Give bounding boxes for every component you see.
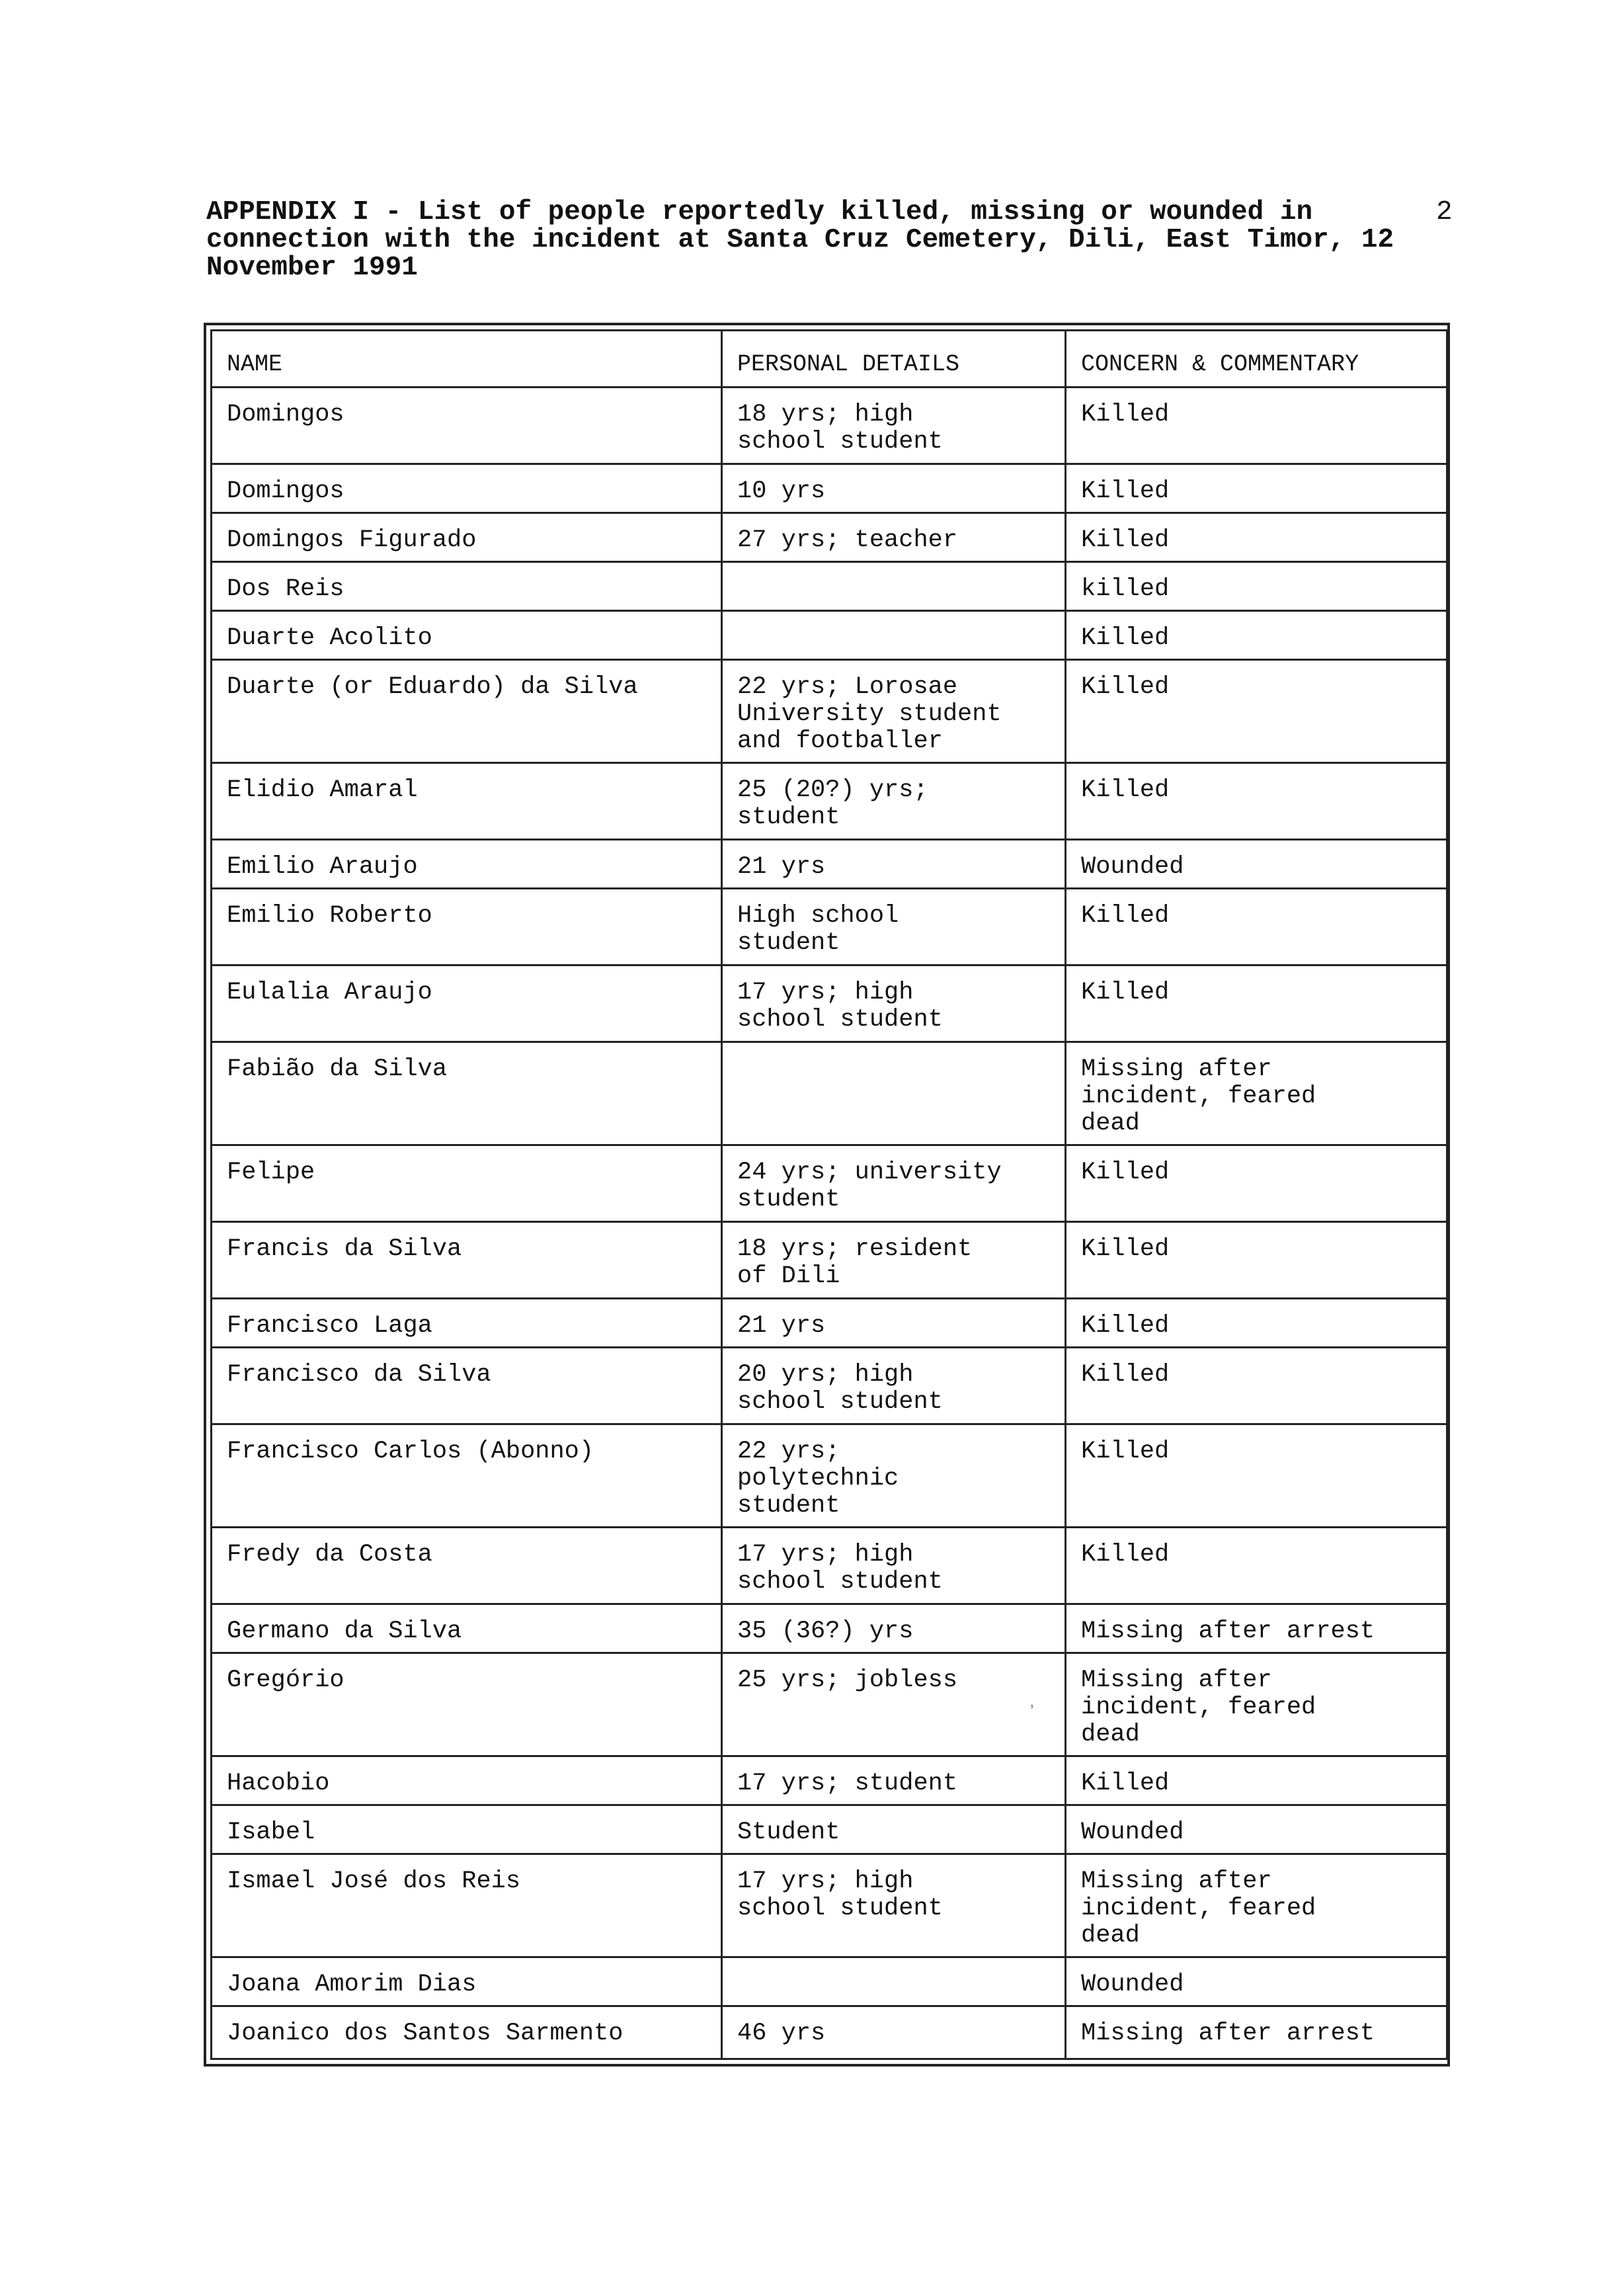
cell-personal-details: 17 yrs; high school student: [722, 1528, 1066, 1604]
table-row: [212, 1805, 1447, 1854]
cell-concern: Killed: [1066, 464, 1447, 513]
cell-name: Francisco Carlos (Abonno): [212, 1424, 722, 1528]
cell-personal-details: 22 yrs; polytechnic student: [722, 1424, 1066, 1528]
cell-concern: Killed: [1066, 1424, 1447, 1528]
cell-concern: Missing after arrest: [1066, 1604, 1447, 1653]
table-row: [212, 1424, 1447, 1528]
cell-concern: Killed: [1066, 660, 1447, 763]
cell-name: Emilio Roberto: [212, 889, 722, 965]
column-header-concern-commentary: CONCERN & COMMENTARY: [1066, 331, 1447, 388]
page-title: APPENDIX I - List of people reportedly killed, missing or wounded in connection with the incident at Santa Cruz Cemetery, Dili, East Timor, 12 November 1991: [206, 197, 1394, 283]
table-row: [212, 611, 1447, 660]
cell-personal-details: 21 yrs: [722, 1299, 1066, 1348]
cell-concern: Missing after incident, feared dead: [1066, 1653, 1447, 1756]
table-row: [212, 1222, 1447, 1299]
cell-concern: Killed: [1066, 763, 1447, 840]
cell-concern: Wounded: [1066, 1957, 1447, 2006]
cell-personal-details: 25 yrs; jobless: [722, 1653, 1066, 1756]
casualty-table-frame: [204, 323, 1450, 2067]
table-row: [212, 562, 1447, 611]
cell-concern: Wounded: [1066, 1805, 1447, 1854]
cell-concern: Killed: [1066, 1528, 1447, 1604]
cell-name: Domingos Figurado: [212, 513, 722, 562]
cell-personal-details: 21 yrs: [722, 840, 1066, 889]
cell-concern: Killed: [1066, 1299, 1447, 1348]
table-row: [212, 1854, 1447, 1957]
cell-name: Eulalia Araujo: [212, 965, 722, 1042]
cell-concern: Killed: [1066, 611, 1447, 660]
cell-name: Joana Amorim Dias: [212, 1957, 722, 2006]
table-row: [212, 1299, 1447, 1348]
cell-personal-details: [722, 611, 1066, 660]
cell-personal-details: [722, 1042, 1066, 1145]
cell-concern: killed: [1066, 562, 1447, 611]
cell-concern: Killed: [1066, 513, 1447, 562]
cell-personal-details: 25 (20?) yrs; student: [722, 763, 1066, 840]
cell-name: Duarte (or Eduardo) da Silva: [212, 660, 722, 763]
column-header-personal-details: PERSONAL DETAILS: [722, 331, 1066, 388]
table-header-row: [212, 331, 1447, 388]
table-row: [212, 1756, 1447, 1805]
table-body: [212, 388, 1447, 2059]
table-row: [212, 1653, 1447, 1756]
cell-personal-details: [722, 1957, 1066, 2006]
cell-name: Elidio Amaral: [212, 763, 722, 840]
table-row: [212, 965, 1447, 1042]
cell-personal-details: 35 (36?) yrs: [722, 1604, 1066, 1653]
scan-mark: ʼ: [1027, 1703, 1037, 1723]
table-row: [212, 1145, 1447, 1222]
table-row: [212, 513, 1447, 562]
table-row: [212, 2006, 1447, 2059]
cell-name: Felipe: [212, 1145, 722, 1222]
cell-concern: Missing after arrest: [1066, 2006, 1447, 2059]
casualty-table: [210, 329, 1448, 2060]
table-row: [212, 1042, 1447, 1145]
cell-personal-details: Student: [722, 1805, 1066, 1854]
cell-personal-details: 10 yrs: [722, 464, 1066, 513]
table-row: [212, 840, 1447, 889]
cell-concern: Killed: [1066, 965, 1447, 1042]
cell-personal-details: 24 yrs; university student: [722, 1145, 1066, 1222]
cell-name: Emilio Araujo: [212, 840, 722, 889]
cell-name: Fredy da Costa: [212, 1528, 722, 1604]
cell-concern: Killed: [1066, 1756, 1447, 1805]
cell-name: Francis da Silva: [212, 1222, 722, 1299]
table-row: [212, 464, 1447, 513]
cell-concern: Missing after incident, feared dead: [1066, 1854, 1447, 1957]
cell-personal-details: 17 yrs; high school student: [722, 965, 1066, 1042]
cell-name: Duarte Acolito: [212, 611, 722, 660]
cell-personal-details: 18 yrs; high school student: [722, 388, 1066, 464]
page-number: 2: [1436, 197, 1453, 227]
cell-concern: Wounded: [1066, 840, 1447, 889]
cell-concern: Killed: [1066, 388, 1447, 464]
cell-name: Francisco da Silva: [212, 1348, 722, 1424]
cell-personal-details: [722, 562, 1066, 611]
table-row: [212, 388, 1447, 464]
cell-name: Hacobio: [212, 1756, 722, 1805]
cell-name: Fabião da Silva: [212, 1042, 722, 1145]
cell-name: Dos Reis: [212, 562, 722, 611]
cell-concern: Missing after incident, feared dead: [1066, 1042, 1447, 1145]
cell-name: Isabel: [212, 1805, 722, 1854]
cell-name: Joanico dos Santos Sarmento: [212, 2006, 722, 2059]
cell-personal-details: High school student: [722, 889, 1066, 965]
cell-concern: Killed: [1066, 1348, 1447, 1424]
cell-concern: Killed: [1066, 889, 1447, 965]
table-row: [212, 660, 1447, 763]
cell-personal-details: 17 yrs; high school student: [722, 1854, 1066, 1957]
table-row: [212, 1604, 1447, 1653]
cell-name: Domingos: [212, 388, 722, 464]
cell-concern: Killed: [1066, 1222, 1447, 1299]
cell-name: Ismael José dos Reis: [212, 1854, 722, 1957]
cell-personal-details: 18 yrs; resident of Dili: [722, 1222, 1066, 1299]
column-header-name: NAME: [212, 331, 722, 388]
table-row: [212, 889, 1447, 965]
cell-name: Francisco Laga: [212, 1299, 722, 1348]
cell-personal-details: 17 yrs; student: [722, 1756, 1066, 1805]
table-row: [212, 1528, 1447, 1604]
cell-name: Domingos: [212, 464, 722, 513]
cell-name: Gregório: [212, 1653, 722, 1756]
cell-personal-details: 27 yrs; teacher: [722, 513, 1066, 562]
cell-concern: Killed: [1066, 1145, 1447, 1222]
cell-personal-details: 20 yrs; high school student: [722, 1348, 1066, 1424]
cell-name: Germano da Silva: [212, 1604, 722, 1653]
table-row: [212, 763, 1447, 840]
table-row: [212, 1957, 1447, 2006]
cell-personal-details: 46 yrs: [722, 2006, 1066, 2059]
cell-personal-details: 22 yrs; Lorosae University student and footballer: [722, 660, 1066, 763]
table-row: [212, 1348, 1447, 1424]
